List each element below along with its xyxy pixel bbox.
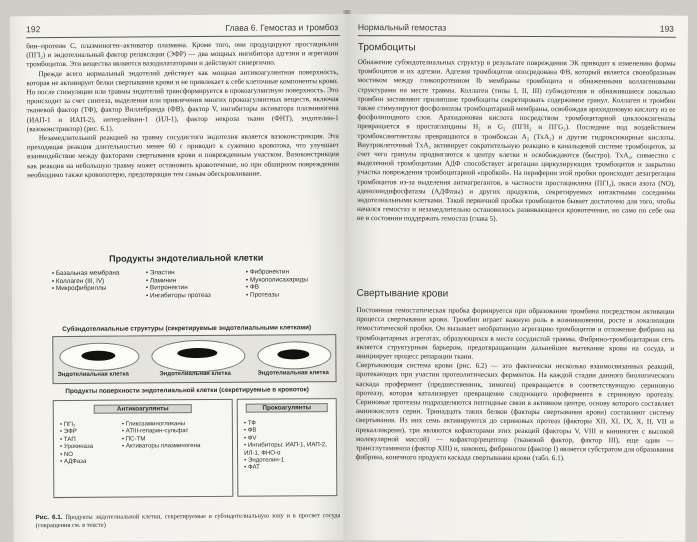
- figure-caption-label: Рис. 6.1.: [35, 514, 63, 522]
- anticoag-item: • NO: [60, 450, 120, 458]
- left-body-text: [26, 40, 339, 180]
- anticoagulants-heading: Антикоагулянты: [94, 404, 192, 414]
- figure-col3-item: • Мукополисахариды: [246, 276, 338, 284]
- figure-6-1: [34, 252, 341, 510]
- figure-col-2: [146, 269, 241, 300]
- figure-col1-item: • Базальная мембрана: [52, 269, 142, 277]
- procoagulants-box: [237, 398, 338, 497]
- anticoag-item: • АДФаза: [60, 458, 120, 466]
- anticoag-item: • Гликозаминогликаны: [122, 420, 230, 428]
- cell-label-center: Эндотелиальная клетка: [159, 370, 231, 378]
- figure-col2-item: • Ингибиторы протеаз: [146, 292, 241, 300]
- figure-col1-item: • Микрофибриллы: [52, 285, 142, 293]
- procoagulants-list: [244, 419, 334, 471]
- surface-products-label: Продукты поверхности эндотелиальной клетки (секретируемые в кровоток): [65, 386, 309, 395]
- procoagulants-heading: Прокоагулянты: [246, 403, 328, 413]
- figure-col3-item: • Фибронектин: [246, 268, 338, 276]
- right-running-head: Нормальный гемостаз: [357, 22, 447, 33]
- left-page: [10, 14, 352, 542]
- left-head-rule: [26, 35, 340, 38]
- anticoag-item: • Активаторы плазминогена: [122, 442, 230, 450]
- anticoagulants-box: [53, 399, 234, 498]
- figure-col3-item: • ФВ: [246, 283, 338, 291]
- figure-col2-item: • Ламинин: [146, 276, 241, 284]
- left-paragraph-3: Незамедлительной реакцией на травму сосудистого эндотелия является вазоконстрикция. Эта преходящая реакция длительностью менее 60 с приводит к сужению кровотока, что улучшает взаимодействие между факторами свертывания крови и поврежденным участком. Вазоконстрикция как реакция на небольшую травму может остановить кровотечение, но при обширном повреждении необходимо также кровопотерю, предотвращая тем самым обескровливание.: [26, 132, 340, 180]
- figure-col2-item: • Витронектин: [146, 284, 241, 292]
- right-page-number: 193: [659, 23, 674, 34]
- right-page: [343, 14, 688, 542]
- right-section1-text: [357, 58, 676, 225]
- anticoagulants-list-1: [60, 421, 120, 466]
- subendothelial-label: Субэндотелиальные структуры (секретируемые эндотелиальными клетками): [62, 324, 312, 334]
- left-paragraph-1: бин–протеин С, плазминоген–активатор плазмина. Кроме того, они продуцируют простациклин (ПГI₂) и эндотелиальный фактор релаксации (ЭФР) — два мощных ингибитора адгезии и агрегации тромбоцитов. Эти вещества являются вазодилататорами и действуют синергично.: [26, 40, 339, 69]
- figure-col-1: [52, 269, 142, 292]
- cell-label-right: Эндотелиальная клетка: [257, 370, 329, 377]
- anticoag-item: • ПГI₂: [60, 421, 120, 429]
- procoag-item: • ФАТ: [244, 464, 334, 472]
- procoag-item: • ФВ: [244, 427, 334, 435]
- anticoag-item: • ТАП: [60, 435, 120, 443]
- figure-col2-item: • Эластин: [146, 269, 241, 277]
- figure-caption-text: Продукты эндотелиальной клетки, секретируемые в субэндотелиальную зону и в просвет сосуда (сокращения см. в тексте): [35, 512, 341, 530]
- section-heading-platelets: Тромбоциты: [357, 42, 416, 54]
- section-heading-coagulation: Свертывание крови: [356, 288, 449, 300]
- figure-col3-item: • Протеазы: [246, 291, 338, 299]
- coagulation-paragraph-1: Постоянная гемостатическая пробка формируется при образовании тромбина посредством активации процесса свертывания крови. Тромбин играет важную роль в возникновении, росте и локализации гемостатической пробки. Он вызывает необратимую агрегацию тромбоцитов и отложение фибрина на тромбоцитарных агрегатах, образующихся в месте сосудистой травмы. Фибрино-тромбоцитарная сеть является структурным барьером, предотвращающим дальнейшее вытекание крови на сосуда, и инициирует процесс репарации ткани.: [356, 306, 675, 361]
- right-head-rule: [358, 35, 676, 38]
- platelets-paragraph: Обнажение субэндотелиальных структур в результате повреждения ЭК приводит к изменению формы тромбоцитов и их адгезии. Адгезия тромбоцитов опосредована ФВ, который является своеобразным мостиком между гликопротеином Ib мембраны тромбоцита и обнаженными коллагеновыми структурами на месте травмы. Коллаген (типы I, II, III) субэндотелия и обнажившиеся локально тромбин заставляют прилипшие тромбоциты секретировать содержимое гранул. Коллаген и тромбин также стимулируют фосфолипазы тромбоцитарной мембраны, освобождая арахидоновую кислоту из ее фосфолипидного слоя. Арахидоновая кислота посредством тромбоцитарной циклооксигеназы превращается в простагландины H₂ и G₂ (ПГН₂ и ПГG₂). Последние под воздействием тромбоксанетинтазы превращаются в тромбоксан A₂ (TxA₂) и другие гидроксижирные кислоты. Внутриклеточный TxA₂ активирует сократительную реакцию в канальцевой системе тромбоцитов, за счет чего гранулы продвигаются к центру клетки и освобождаются (быстро). TxA₂, совместно с выделенной тромбоцитами АДФ способствует агрегации циркулирующих тромбоцитов и закрытию участка повреждения тромбоцитарной «пробкой». На периферии этой пробки происходит дезагрегация тромбоцитов из-за выделения антиагрегантов, в частности простациклина (ПГI₂), окиси азота (NO), аденозиндифосфатазы (АДФазы) и других продуктов, секретируемых интактными соседними эндотелиальными клетками. Такой первичной пробки тромбоцитов бывает достаточно для того, чтобы начался гемостаз и незамедлительно остановилось развивающееся кровотечение, но само по себе она не в состоянии поддержать гемостаз (глава 5).: [356, 58, 676, 224]
- figure-caption: [35, 512, 340, 530]
- procoag-item: • ТФ: [244, 419, 334, 427]
- left-page-number: 192: [26, 24, 41, 35]
- left-running-head: Глава 6. Гемостаз и тромбоз: [225, 22, 339, 33]
- anticoag-item: • ПС-ТМ: [122, 435, 230, 443]
- figure-col1-item: • Коллаген (III, IV): [52, 277, 142, 285]
- anticoagulants-list-2: [122, 420, 230, 450]
- figure-title: Продукты эндотелиальной клетки: [109, 252, 264, 264]
- figure-col-3: [246, 268, 338, 299]
- anticoag-item: • АТIII-гепарин-сульфат: [122, 427, 230, 435]
- procoag-item: • Ингибиторы: ИАП-1, ИАП-2, ИЛ-1, ФНО-α: [244, 441, 334, 456]
- cell-label-left: Эндотелиальная клетка: [57, 371, 129, 379]
- endothelial-cells-layer: [52, 334, 336, 384]
- anticoag-item: • Урокиназа: [60, 443, 120, 451]
- procoag-item: • ФV: [244, 434, 334, 442]
- coagulation-paragraph-2: Свертывающая система крови (рис. 6.2) — это фактически несколько взаимосвязанных реакций, протекающих при участии протеолитических ферментов. На каждой стадии данного биологического каскада профермент (предшественник, зимоген) превращается в соответствующую сериновую протеазу, которая катализирует превращение следующего профермента в сериновую протеазу. Сериновые протеазы подразделяются пептидные связи в активном центре, основу которого составляет аминокислота серин. Тринадцать таких белков (факторы свертывания крови) составляют систему свертывания. Из них семь активируются до сериновых протеаз (факторы XII, XI, IX, X, II, VII и прекалликреин), три являются кофакторами этих реакций (факторы V, VIII и кининоген с высокой молекулярной массой) — кофактор/рецептор (тканевой фактор, фактор III), еще один — трансглутаминаза (фактор XIII) и, наконец, фибриноген (фактор I) является субстратом для образования фибрина, конечного продукта каскада свертывания крови (табл. 6.1).: [355, 361, 675, 463]
- anticoag-item: • ЭФР: [60, 428, 120, 436]
- right-section2-text: [356, 306, 675, 464]
- procoag-item: • Эндотелин-1: [244, 456, 334, 464]
- left-paragraph-2: Прежде всего нормальный эндотелий действует как мощная антикоагулянтная поверхность, которая не активирует белки свертывания крови и не привлекает к себе клеточные компоненты крови. Но после стимуляции или травмы эндотелий трансформируется в прокоагулянтную поверхность. Это происходит за счет синтеза, выделения или привлечения многих прокоагулянтных веществ, включая тканевой фактор (ТФ), фактор Виллебранда (ФВ), фактор V, ингибиторы активатора плазминогена (ИАП-1 и ИАП-2), интерлейкин-1 (ИЛ-1), фактор некроза ткани (ФНТ), эндотелин-1 (вазоконстриктор) (рис. 6.1).: [26, 67, 339, 134]
